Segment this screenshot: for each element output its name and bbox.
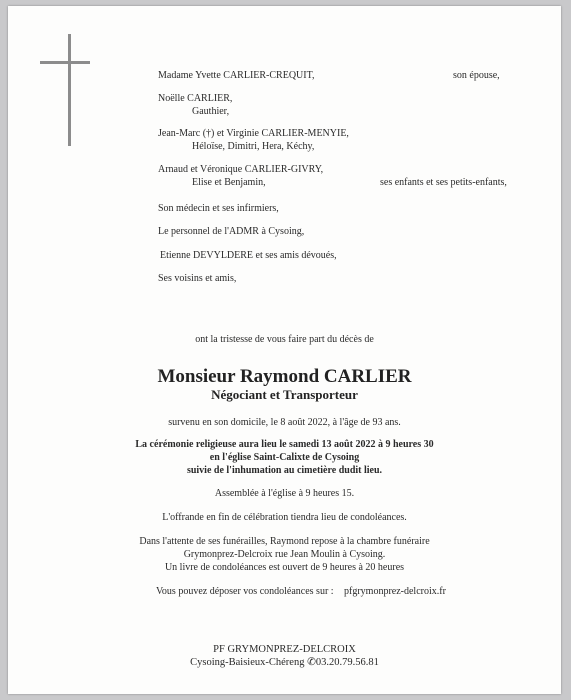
ceremony-line: en l'église Saint-Calixte de Cysoing (209, 452, 360, 463)
death-info: survenu en son domicile, le 8 août 2022, à l'âge de 93 ans. (168, 417, 401, 428)
others-line: Ses voisins et amis, (158, 273, 237, 284)
child2-name: Jean-Marc (†) et Virginie CARLIER-MENYIE, (158, 128, 349, 139)
others-line: Etienne DEVYLDERE et ses amis dévoués, (160, 250, 337, 261)
children-role: ses enfants et ses petits-enfants, (380, 177, 507, 188)
footer-company: PF GRYMONPREZ-DELCROIX (213, 644, 356, 655)
footer-address: Cysoing-Baisieux-Chéreng ✆03.20.79.56.81 (190, 657, 379, 668)
wife-role: son épouse, (453, 70, 500, 81)
condolences-label: Vous pouvez déposer vos condoléances sur : (156, 586, 334, 597)
deceased-title: Négociant et Transporteur (211, 387, 358, 402)
ceremony-line: La cérémonie religieuse aura lieu le samedi 13 août 2022 à 9 heures 30 (135, 439, 434, 450)
wife-name: Madame Yvette CARLIER-CREQUIT, (158, 70, 315, 81)
funeral-home-line: Un livre de condoléances est ouvert de 9 heures à 20 heures (164, 562, 405, 573)
child1-name: Noëlle CARLIER, (158, 93, 233, 104)
funeral-home-line: Grymonprez-Delcroix rue Jean Moulin à Cysoing. (183, 549, 386, 560)
child2-kids: Héloïse, Dimitri, Hera, Kéchy, (192, 141, 315, 152)
child1-kids: Gauthier, (192, 106, 230, 117)
announcement: ont la tristesse de vous faire part du décès de (195, 334, 374, 345)
others-line: Son médecin et ses infirmiers, (158, 203, 279, 214)
others-line: Le personnel de l'ADMR à Cysoing, (158, 226, 305, 237)
offering-info: L'offrande en fin de célébration tiendra lieu de condoléances. (162, 512, 407, 523)
funeral-home-line: Dans l'attente de ses funérailles, Raymond repose à la chambre funéraire (139, 536, 430, 547)
ceremony-line: suivie de l'inhumation au cimetière dudit lieu. (186, 465, 383, 476)
child3-name: Arnaud et Véronique CARLIER-GIVRY, (158, 164, 324, 175)
condolences-site: pfgrymonprez-delcroix.fr (344, 586, 446, 597)
cross-icon (68, 34, 71, 146)
child3-kids: Elise et Benjamin, (192, 177, 266, 188)
obituary-page (8, 6, 561, 694)
assembly-info: Assemblée à l'église à 9 heures 15. (214, 488, 355, 499)
cross-icon-bar (40, 61, 90, 64)
deceased-name: Monsieur Raymond CARLIER (157, 366, 412, 387)
